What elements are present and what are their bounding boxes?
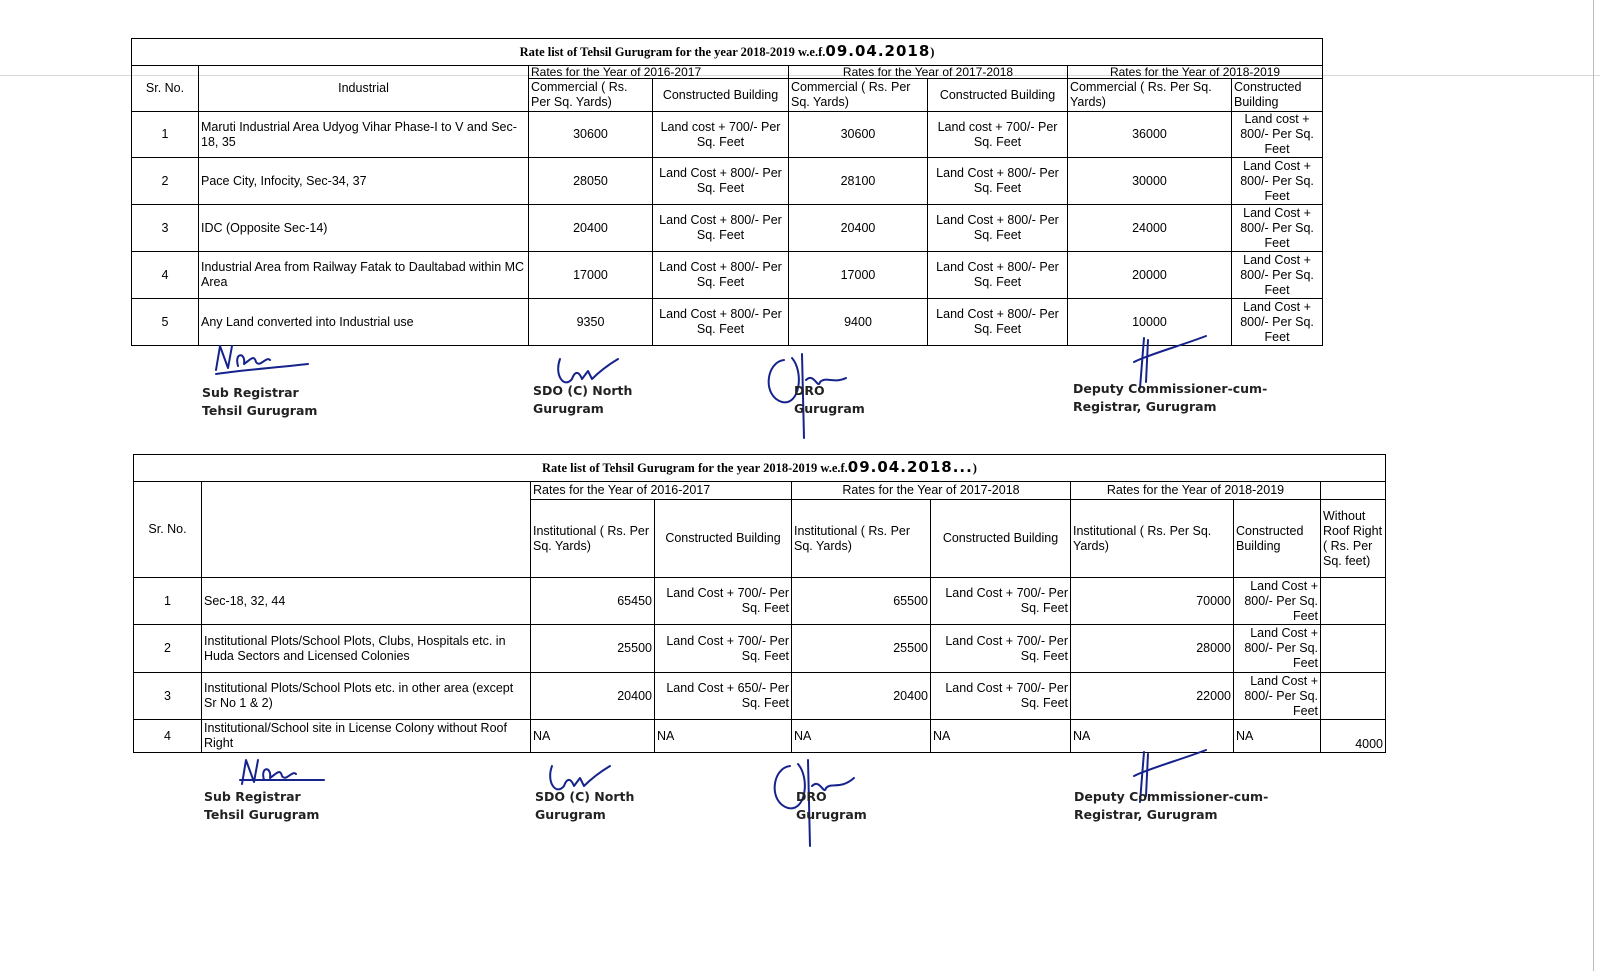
building-cell: Land Cost + 800/- Per Sq. Feet (928, 252, 1068, 299)
sr-cell: 3 (134, 673, 202, 720)
table-title (134, 455, 1386, 482)
building-cell: Land Cost + 800/- Per Sq. Feet (1234, 578, 1321, 625)
col-header: Institutional ( Rs. Per Sq. Yards) (1071, 500, 1234, 578)
col-header: Constructed Building (655, 500, 792, 578)
col-header: Constructed Building (931, 500, 1071, 578)
sr-no-header: Sr. No. (132, 66, 199, 112)
col-header: Institutional ( Rs. Per Sq. Yards) (531, 500, 655, 578)
rate-cell: 9400 (789, 299, 928, 346)
building-cell: NA (1234, 720, 1321, 753)
signatory-office: Registrar, Gurugram (1074, 807, 1218, 822)
col-header: Constructed Building (653, 79, 789, 112)
desc-cell: Institutional/School site in License Colony without Roof Right (202, 720, 531, 753)
table-row (134, 578, 1386, 625)
table-row (134, 673, 1386, 720)
rate-cell: 10000 (1068, 299, 1232, 346)
signatory-office: Gurugram (794, 401, 865, 416)
category-header: Industrial (199, 66, 529, 112)
desc-cell: Industrial Area from Railway Fatak to Daultabad within MC Area (199, 252, 529, 299)
desc-cell: Any Land converted into Industrial use (199, 299, 529, 346)
sr-cell: 2 (132, 158, 199, 205)
building-cell: Land Cost + 800/- Per Sq. Feet (1234, 625, 1321, 673)
table-title (132, 39, 1323, 66)
rate-cell: 20400 (792, 673, 931, 720)
building-cell: Land Cost + 700/- Per Sq. Feet (655, 625, 792, 673)
building-cell: Land Cost + 800/- Per Sq. Feet (653, 299, 789, 346)
building-cell: Land Cost + 800/- Per Sq. Feet (653, 158, 789, 205)
col-header: Constructed Building (1234, 500, 1321, 578)
roof-right-cell (1321, 625, 1386, 673)
building-cell: Land Cost + 800/- Per Sq. Feet (928, 299, 1068, 346)
sub-registrar-block (202, 384, 317, 420)
rate-cell: 24000 (1068, 205, 1232, 252)
building-cell: Land cost + 800/- Per Sq. Feet (1232, 112, 1323, 158)
rate-cell: NA (1071, 720, 1234, 753)
dro-block (794, 382, 865, 418)
rate-cell: 28050 (529, 158, 653, 205)
col-header: Commercial ( Rs. Per Sq. Yards) (529, 79, 653, 112)
rate-cell: 30000 (1068, 158, 1232, 205)
col-header: Without Roof Right ( Rs. Per Sq. feet) (1321, 500, 1386, 578)
sub-registrar-signature (212, 342, 312, 378)
sr-cell: 3 (132, 205, 199, 252)
signatory-title: Deputy Commissioner-cum- (1073, 381, 1268, 396)
dro-block (796, 788, 867, 824)
building-cell: Land Cost + 800/- Per Sq. Feet (653, 252, 789, 299)
sdo-block (535, 788, 634, 824)
rate-cell: 17000 (789, 252, 928, 299)
sr-cell: 5 (132, 299, 199, 346)
rate-cell: NA (792, 720, 931, 753)
rate-cell: 22000 (1071, 673, 1234, 720)
building-cell: Land Cost + 700/- Per Sq. Feet (655, 578, 792, 625)
signatory-title: DRO (794, 383, 825, 398)
signatory-title: SDO (C) North (535, 789, 635, 804)
signatory-title: Sub Registrar (204, 789, 301, 804)
rate-cell: 30600 (789, 112, 928, 158)
rate-cell: 25500 (792, 625, 931, 673)
signatory-office: Tehsil Gurugram (204, 807, 320, 822)
rate-cell: 65500 (792, 578, 931, 625)
col-header: Commercial ( Rs. Per Sq. Yards) (789, 79, 928, 112)
building-cell: Land Cost + 800/- Per Sq. Feet (928, 205, 1068, 252)
table-row (132, 252, 1323, 299)
signatory-office: Tehsil Gurugram (202, 403, 318, 418)
building-cell: Land cost + 700/- Per Sq. Feet (653, 112, 789, 158)
desc-cell: Institutional Plots/School Plots, Clubs, Hospitals etc. in Huda Sectors and Licensed Colonies (202, 625, 531, 673)
table-row (132, 112, 1323, 158)
rate-cell: 20400 (789, 205, 928, 252)
table-row (132, 205, 1323, 252)
title-handwritten-date: 09.04.2018 (825, 42, 931, 60)
signatory-title: DRO (796, 789, 827, 804)
signatory-title: Deputy Commissioner-cum- (1074, 789, 1269, 804)
rate-cell: 30600 (529, 112, 653, 158)
sr-cell: 1 (134, 578, 202, 625)
year-header-2017: Rates for the Year of 2017-2018 (789, 66, 1068, 79)
sr-cell: 2 (134, 625, 202, 673)
sdo-block (533, 382, 632, 418)
building-cell: Land Cost + 800/- Per Sq. Feet (653, 205, 789, 252)
rate-cell: 20000 (1068, 252, 1232, 299)
building-cell: Land Cost + 700/- Per Sq. Feet (931, 673, 1071, 720)
year-header-2016: Rates for the Year of 2016-2017 (529, 66, 789, 79)
rate-cell: 36000 (1068, 112, 1232, 158)
signatory-title: Sub Registrar (202, 385, 299, 400)
rate-cell: 70000 (1071, 578, 1234, 625)
building-cell: Land Cost + 800/- Per Sq. Feet (1232, 299, 1323, 346)
year-header-2017: Rates for the Year of 2017-2018 (792, 482, 1071, 500)
building-cell: Land Cost + 800/- Per Sq. Feet (1232, 205, 1323, 252)
rate-cell: 65450 (531, 578, 655, 625)
building-cell: Land Cost + 800/- Per Sq. Feet (1232, 158, 1323, 205)
rate-cell: 20400 (529, 205, 653, 252)
building-cell: Land Cost + 700/- Per Sq. Feet (931, 578, 1071, 625)
col-header: Constructed Building (928, 79, 1068, 112)
desc-cell: Maruti Industrial Area Udyog Vihar Phase-I to V and Sec-18, 35 (199, 112, 529, 158)
building-cell: Land Cost + 800/- Per Sq. Feet (928, 158, 1068, 205)
sub-registrar-block (204, 788, 319, 824)
col-header: Commercial ( Rs. Per Sq. Yards) (1068, 79, 1232, 112)
desc-cell: IDC (Opposite Sec-14) (199, 205, 529, 252)
rate-cell: 20400 (531, 673, 655, 720)
building-cell: Land cost + 700/- Per Sq. Feet (928, 112, 1068, 158)
roof-right-cell (1321, 578, 1386, 625)
sr-cell: 1 (132, 112, 199, 158)
table-row (132, 158, 1323, 205)
building-cell: Land Cost + 800/- Per Sq. Feet (1234, 673, 1321, 720)
building-cell: Land Cost + 700/- Per Sq. Feet (931, 625, 1071, 673)
title-text: Rate list of Tehsil Gurugram for the year 2018-2019 w.e.f. (519, 45, 826, 59)
desc-cell: Sec-18, 32, 44 (202, 578, 531, 625)
rate-cell: 28100 (789, 158, 928, 205)
title-close: ) (930, 45, 935, 59)
dc-block (1073, 380, 1267, 416)
table-row (134, 625, 1386, 673)
rate-cell: 9350 (529, 299, 653, 346)
year-header-2016: Rates for the Year of 2016-2017 (531, 482, 792, 500)
title-text: Rate list of Tehsil Gurugram for the year 2018-2019 w.e.f. (542, 461, 848, 475)
desc-cell: Pace City, Infocity, Sec-34, 37 (199, 158, 529, 205)
rate-cell: 17000 (529, 252, 653, 299)
rate-cell: NA (531, 720, 655, 753)
building-cell: Land Cost + 800/- Per Sq. Feet (1232, 252, 1323, 299)
signatory-office: Registrar, Gurugram (1073, 399, 1217, 414)
category-header-empty (202, 482, 531, 578)
signatory-office: Gurugram (796, 807, 867, 822)
roof-right-cell (1321, 673, 1386, 720)
institutional-rate-table (133, 454, 1386, 753)
sub-registrar-signature (238, 756, 328, 792)
col-header: Institutional ( Rs. Per Sq. Yards) (792, 500, 931, 578)
signatory-office: Gurugram (535, 807, 606, 822)
sr-cell: 4 (134, 720, 202, 753)
rate-cell: 28000 (1071, 625, 1234, 673)
industrial-rate-table (131, 38, 1323, 346)
building-cell: Land Cost + 650/- Per Sq. Feet (655, 673, 792, 720)
roof-right-cell: 4000 (1321, 720, 1386, 753)
building-cell: NA (655, 720, 792, 753)
sr-no-header: Sr. No. (134, 482, 202, 578)
year-header-2018: Rates for the Year of 2018-2019 (1071, 482, 1321, 500)
title-close: ) (972, 461, 977, 475)
signatory-office: Gurugram (533, 401, 604, 416)
rate-cell: 25500 (531, 625, 655, 673)
year-header-2018: Rates for the Year of 2018-2019 (1068, 66, 1323, 79)
building-cell: NA (931, 720, 1071, 753)
title-handwritten-date: 09.04.2018... (847, 458, 973, 476)
dc-block (1074, 788, 1268, 824)
sr-cell: 4 (132, 252, 199, 299)
page-edge-line (1593, 0, 1594, 971)
col-header: Constructed Building (1232, 79, 1323, 112)
empty-header (1321, 482, 1386, 500)
desc-cell: Institutional Plots/School Plots etc. in other area (except Sr No 1 & 2) (202, 673, 531, 720)
signatory-title: SDO (C) North (533, 383, 633, 398)
